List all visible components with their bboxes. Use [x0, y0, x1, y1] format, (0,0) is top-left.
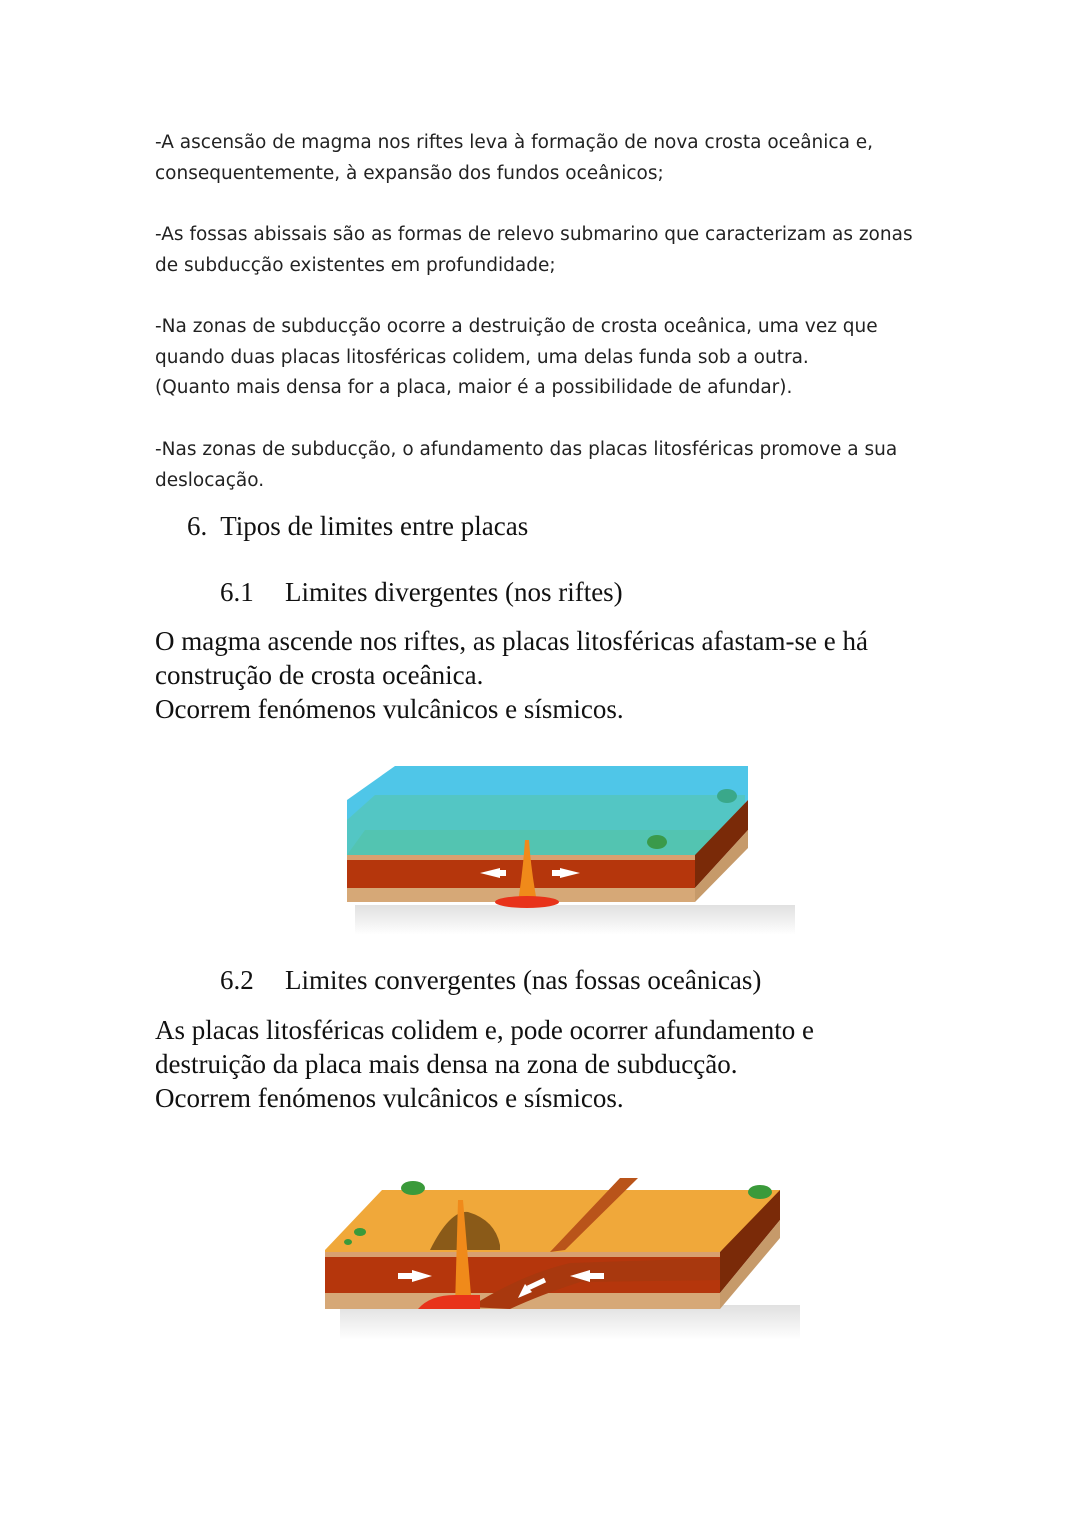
subsection-number: 6.2	[220, 965, 254, 995]
text-line: Ocorrem fenómenos vulcânicos e sísmicos.	[155, 1083, 624, 1113]
section-title: Tipos de limites entre placas	[220, 511, 529, 541]
section-heading	[187, 511, 528, 542]
section-number: 6.	[187, 511, 208, 541]
convergent-boundary-illustration	[320, 1170, 810, 1350]
magma-chamber	[495, 896, 559, 908]
text-line: destruição da placa mais densa na zona de subducção.	[155, 1049, 738, 1079]
subsection-title: Limites divergentes (nos riftes)	[285, 577, 623, 607]
text-line: quando duas placas litosféricas colidem, uma delas funda sob a outra.	[155, 346, 809, 368]
paragraph-convergentes	[155, 1013, 814, 1115]
bullet-fossas-abissais	[155, 220, 955, 281]
text-line: construção de crosta oceânica.	[155, 660, 484, 690]
text-line: de subducção existentes em profundidade;	[155, 254, 556, 276]
text-line: -Nas zonas de subducção, o afundamento das placas litosféricas promove a sua	[155, 439, 898, 460]
paragraph-divergentes	[155, 624, 868, 726]
text-line: O magma ascende nos riftes, as placas litosféricas afastam-se e há	[155, 626, 868, 656]
divergent-boundary-illustration	[335, 760, 805, 940]
text-line: -As fossas abissais são as formas de relevo submarino que caracterizam as zonas	[155, 224, 913, 245]
bullet-destruicao-crosta	[155, 312, 955, 404]
text-line: -A ascensão de magma nos riftes leva à formação de nova crosta oceânica e,	[155, 132, 874, 153]
subsection-heading-6-1	[220, 577, 623, 608]
subsection-number: 6.1	[220, 577, 254, 607]
bullet-afundamento-placas	[155, 435, 955, 496]
subsection-heading-6-2	[220, 965, 762, 996]
text-line: (Quanto mais densa for a placa, maior é a possibilidade de afundar).	[155, 377, 793, 398]
text-line: Ocorrem fenómenos vulcânicos e sísmicos.	[155, 694, 624, 724]
bullet-ascensao-magma	[155, 128, 955, 189]
text-line: deslocação.	[155, 469, 265, 491]
text-line: -Na zonas de subducção ocorre a destruição de crosta oceânica, uma vez que	[155, 316, 878, 337]
text-line: As placas litosféricas colidem e, pode ocorrer afundamento e	[155, 1015, 814, 1045]
text-line: consequentemente, à expansão dos fundos oceânicos;	[155, 162, 664, 184]
subsection-title: Limites convergentes (nas fossas oceânicas)	[285, 965, 762, 995]
